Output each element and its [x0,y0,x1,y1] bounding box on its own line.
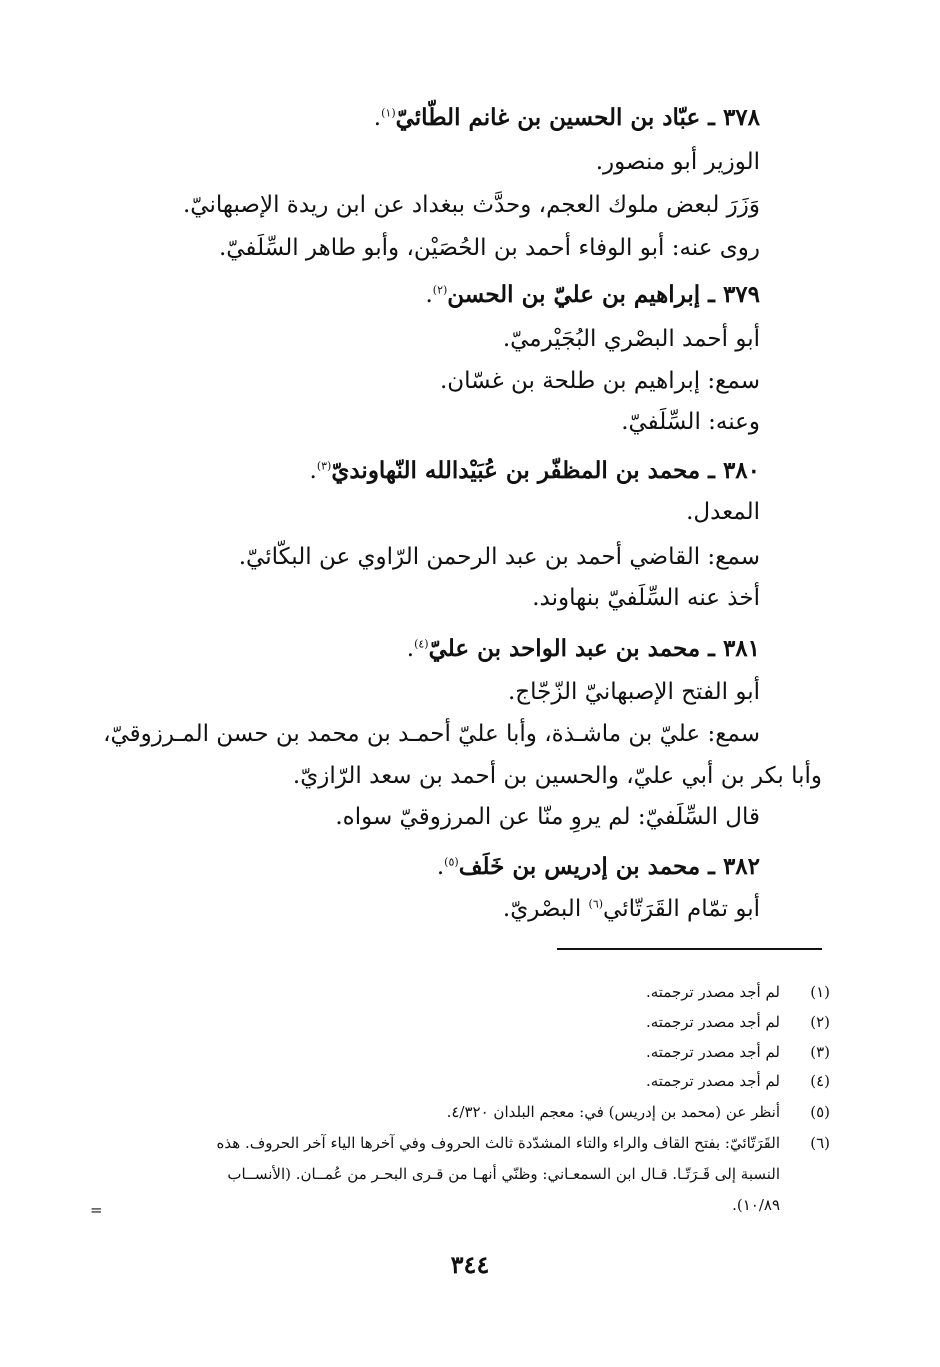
footnote-ref: (١) [381,106,396,120]
entry-379-line-3: وعنه: السِّلَفيّ. [621,409,760,435]
entry-380-line-3: أخذ عنه السِّلَفيّ بنهاوند. [532,585,760,611]
footnote-ref: (٢) [432,283,448,297]
entry-378-title [374,103,760,133]
entry-379-line-1: أبو أحمد البصْري البُجَيْرميّ. [502,326,760,352]
period: . [436,854,445,880]
footnote-ref: (٤) [414,637,429,651]
footnote-4 [646,1069,830,1093]
period: . [406,636,415,662]
period: . [309,458,317,484]
period: . [425,282,433,308]
footnote-text: القَرَتّائيّ: بفتح القاف والراء والتاء المشدّدة ثالث الحروف وفي آخرها الياء آخر الحروف. هذه [216,1134,780,1152]
entry-380-line-2: سمع: القاضي أحمد بن عبد الرحمن الرّاوي عن البكّائيّ. [238,544,760,570]
footnote-6 [217,1131,830,1155]
footnote-divider [557,948,822,950]
page-number: ٣٤٤ [450,1250,490,1279]
entry-381-line-3: وأبا بكر بن أبي عليّ، والحسين بن أحمد بن سعد الرّازيّ. [292,763,822,789]
entry-381-line-4: قال السِّلَفيّ: لم يروِ منّا عن المرزوقيّ سواه. [335,804,760,830]
entry-380-line-1: المعدل. [686,499,760,525]
entry-379-title [425,280,760,310]
entry-381-line-2: سمع: عليّ بن ماشـذة، وأبا عليّ أحمـد بن محمد بن حسن المـرزوقيّ، [103,721,760,747]
entry-378-line-1: الوزير أبو منصور. [595,149,760,175]
footnote-text: أنظر عن (محمد بن إدريس) في: معجم البلدان ٤/٣٢٠. [446,1103,780,1121]
footnote-number: (٣) [810,1043,830,1061]
footnote-text: لم أجد مصدر ترجمته. [645,1072,780,1090]
footnote-ref: (٥) [444,855,459,869]
footnote-6-cont-1: النسبة إلى قَـرَتّـا. قـال ابن السمعـاني: وظنّي أنهـا من قـرى البحـر من عُمــان. (الأنســاب [227,1165,780,1183]
footnote-number: (٦) [810,1134,830,1152]
footnote-number: (٢) [810,1013,830,1031]
entry-381-title [407,634,760,664]
footnote-5 [447,1100,830,1124]
kunya-text: أبو تمّام القَرَتّائي [603,896,760,922]
footnote-2 [646,1010,830,1034]
entry-title-text: ٣٨٠ ـ محمد بن المظفّر بن عُبَيْدالله النّهاونديّ [331,457,760,484]
entry-382-line-1 [503,894,760,924]
continuation-mark: = [90,1201,103,1219]
footnote-number: (٥) [810,1103,830,1121]
footnote-number: (١) [810,983,830,1001]
entry-382-title [437,852,760,882]
footnote-1 [646,980,830,1004]
footnote-number: (٤) [810,1072,830,1090]
entry-379-line-2: سمع: إبراهيم بن طلحة بن غسّان. [439,368,760,394]
footnote-ref: (٦) [588,897,604,911]
nisba-text: البصْريّ. [502,896,582,922]
footnote-text: لم أجد مصدر ترجمته. [645,1013,780,1031]
entry-378-line-2: وَزَرَ لبعض ملوك العجم، وحدَّث ببغداد عن ابن ريدة الإصبهانيّ. [182,192,760,218]
entry-title-text: ٣٨١ ـ محمد بن عبد الواحد بن عليّ [428,635,760,662]
footnote-text: لم أجد مصدر ترجمته. [645,983,780,1001]
entry-380-title [310,456,760,486]
footnote-6-cont-2: ١٠/٨٩). [732,1196,780,1214]
footnote-text: لم أجد مصدر ترجمته. [645,1043,780,1061]
footnote-3 [646,1040,830,1064]
entry-378-line-3: روى عنه: أبو الوفاء أحمد بن الحُصَيْن، وأبو طاهر السِّلَفيّ. [218,235,760,261]
entry-title-text: ٣٧٨ ـ عبّاد بن الحسين بن غانم الطّائيّ [395,104,760,131]
entry-title-text: ٣٨٢ ـ محمد بن إدريس بن خَلَف [458,853,760,880]
period: . [373,105,382,131]
entry-title-text: ٣٧٩ ـ إبراهيم بن عليّ بن الحسن [447,281,760,308]
entry-381-line-1: أبو الفتح الإصبهانيّ الزّجّاج. [507,679,760,705]
footnote-ref: (٣) [316,459,332,473]
